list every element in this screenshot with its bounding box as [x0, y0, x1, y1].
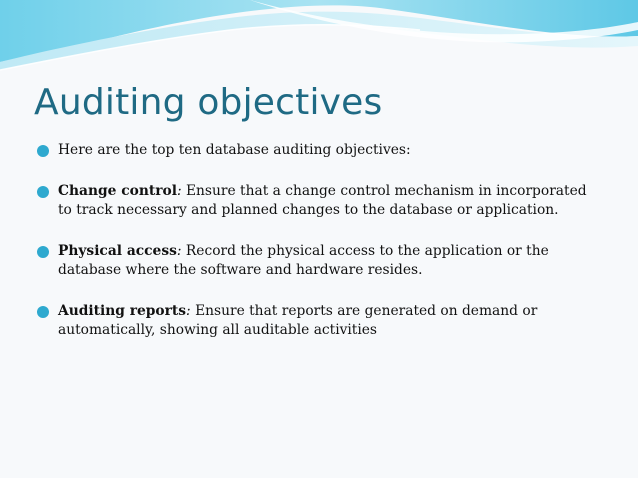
- bullet-term: Change control: [58, 183, 177, 199]
- bullet-separator: :: [186, 303, 191, 319]
- bullet-term: Auditing reports: [58, 303, 187, 319]
- bullet-physical-access: [36, 242, 596, 280]
- bullet-dot-icon: [37, 246, 49, 258]
- bullet-dot-icon: [37, 306, 49, 318]
- bullet-dot-icon: [37, 186, 49, 198]
- bullet-text: Here are the top ten database auditing objectives:: [58, 142, 411, 158]
- bullet-list: [36, 141, 596, 362]
- bullet-text: Ensure that a change control mechanism in incorporated to track necessary and planned changes to the database or application.: [58, 183, 587, 218]
- bullet-change-control: [36, 182, 596, 220]
- slide-title: Auditing objectives: [34, 82, 383, 123]
- header-wave-decoration: [0, 0, 638, 80]
- bullet-auditing-reports: [36, 302, 596, 340]
- bullet-term: Physical access: [58, 243, 177, 259]
- bullet-intro: [36, 141, 596, 160]
- bullet-separator: :: [176, 243, 182, 259]
- bullet-separator: :: [176, 183, 182, 199]
- bullet-text: Record the physical access to the application or the database where the software and hardware resides.: [58, 243, 549, 278]
- bullet-dot-icon: [37, 145, 49, 157]
- bullet-text: Ensure that reports are generated on demand or automatically, showing all auditable activities: [58, 303, 538, 338]
